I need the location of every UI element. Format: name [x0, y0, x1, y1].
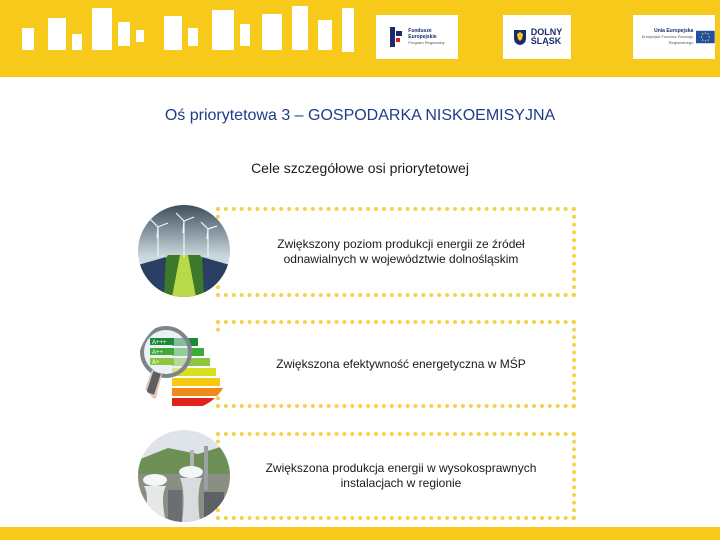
goal-box-efficiency	[216, 320, 576, 408]
decorative-blocks	[0, 0, 380, 77]
logo-unia-europejska	[633, 15, 715, 59]
goal-box-cogeneration	[216, 432, 576, 520]
power-plant-icon	[138, 430, 230, 522]
page-subtitle: Cele szczegółowe osi priorytetowej	[251, 160, 469, 176]
logo-dolny-slask	[503, 15, 571, 59]
fundusze-sub: Program Regionalny	[408, 40, 445, 45]
dolny-line2: ŚLĄSK	[530, 36, 562, 46]
fundusze-line1: Fundusze	[408, 28, 432, 34]
eagle-crest-icon	[512, 28, 528, 46]
energy-label-r3: A+	[152, 360, 160, 366]
goal-text: Zwiększona efektywność energetyczna w MŚP	[276, 356, 526, 371]
goal-box-renewable	[216, 207, 576, 297]
footer-bar	[0, 527, 720, 540]
header-bar	[0, 0, 720, 77]
energy-label-r2: A++	[152, 350, 164, 356]
goal-text: Zwiększony poziom produkcji energii ze źródeł odnawialnych w województwie dolnośląskim	[277, 237, 525, 266]
energy-label-r1: A+++	[152, 340, 167, 346]
wind-solar-icon	[138, 205, 230, 297]
dolny-line1: DOLNY	[530, 27, 563, 37]
fundusze-emblem-icon	[389, 25, 405, 49]
eu-flag-icon	[696, 29, 715, 45]
goal-text: Zwiększona produkcja energii w wysokosprawnych instalacjach w regionie	[265, 461, 537, 490]
energy-label-icon	[138, 318, 230, 410]
page-title: Oś priorytetowa 3 – GOSPODARKA NISKOEMISYJNA	[164, 107, 556, 124]
logo-fundusze-europejskie	[376, 15, 458, 59]
fundusze-line2: Europejskie	[408, 34, 437, 40]
ue-sub: Europejski Fundusz Rozwoju Regionalnego	[641, 34, 694, 45]
ue-line1: Unia Europejska	[654, 28, 694, 34]
